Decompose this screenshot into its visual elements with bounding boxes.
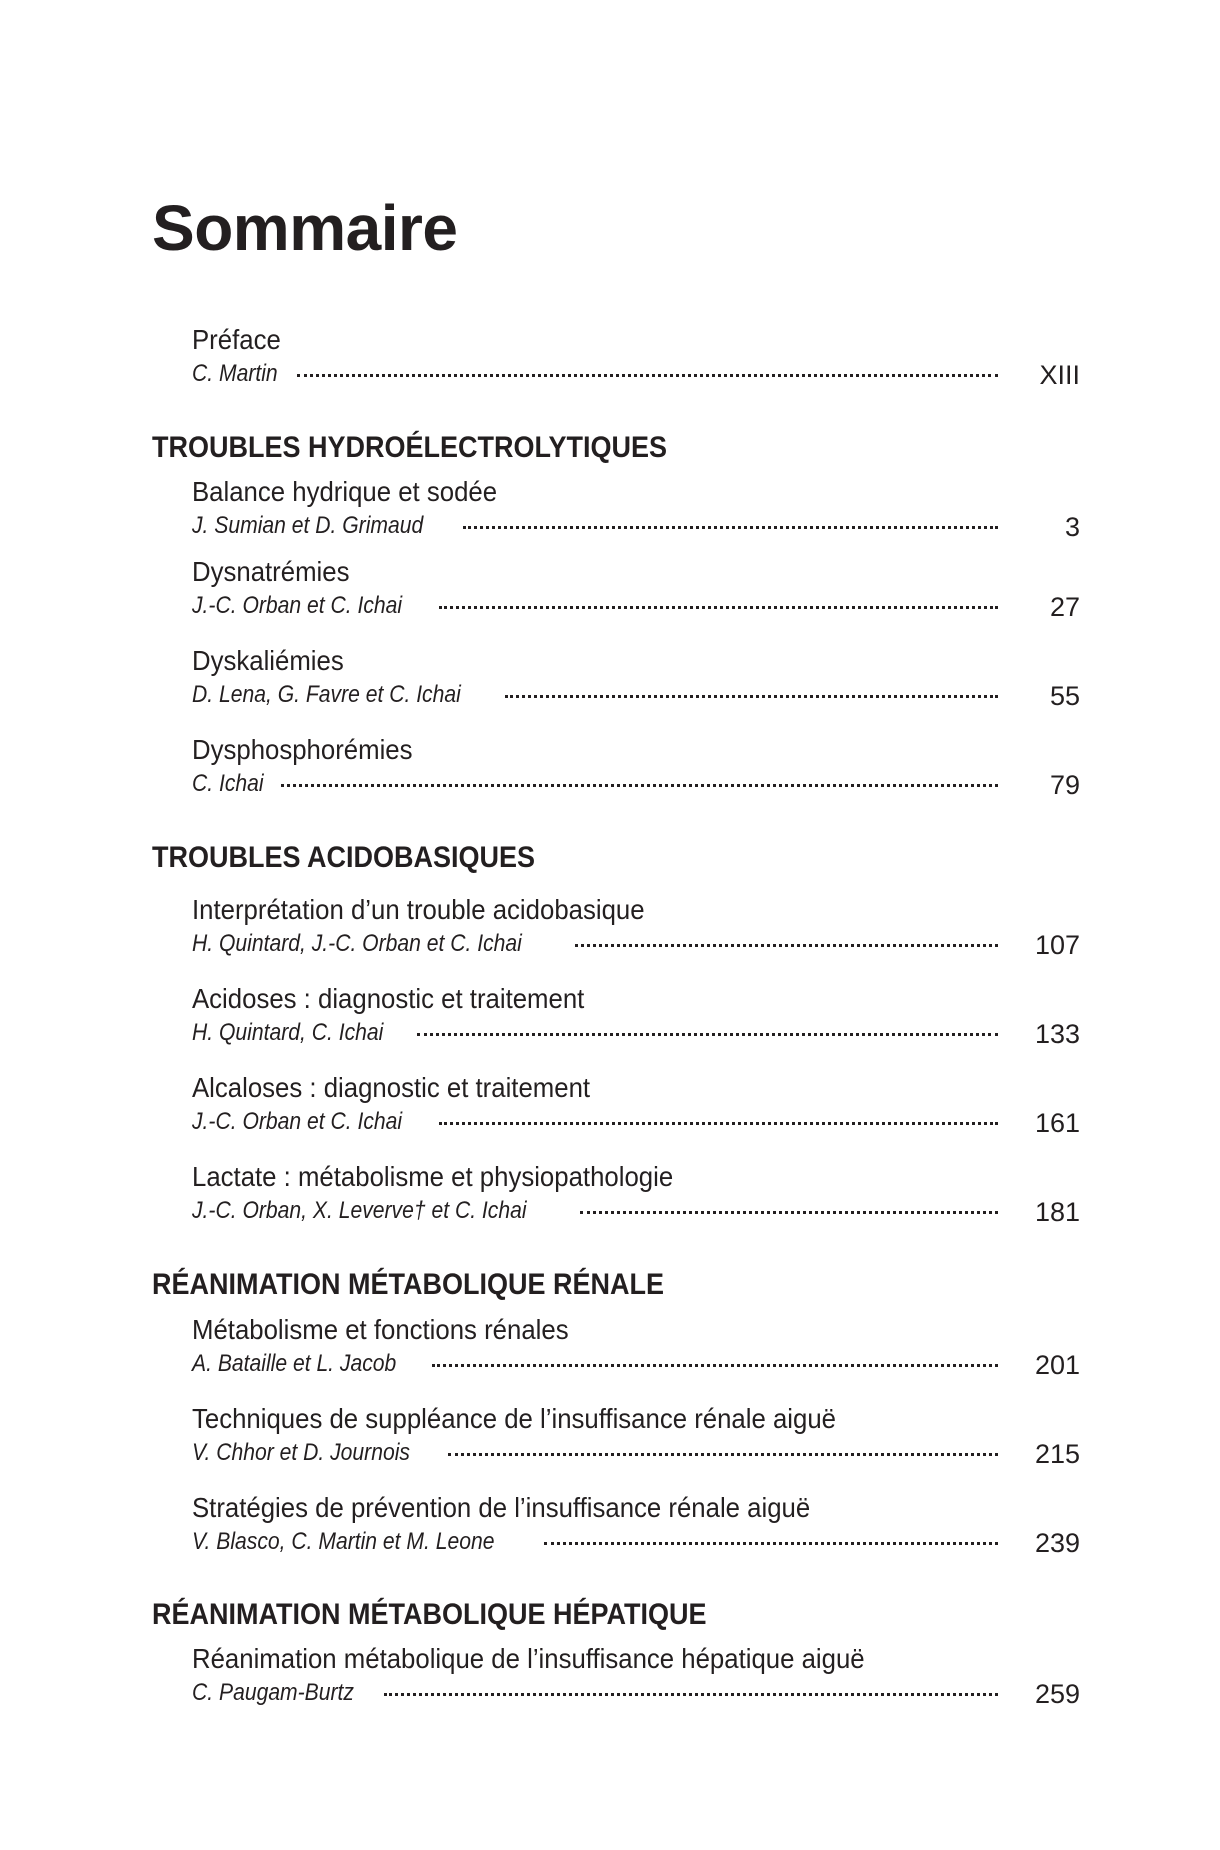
toc-entry-author: A. Bataille et L. Jacob xyxy=(192,1350,397,1377)
toc-entry-page: 215 xyxy=(1034,1439,1080,1469)
toc-entry-author: J. Sumian et D. Grimaud xyxy=(192,512,424,539)
toc-entry-title[interactable]: Techniques de suppléance de l’insuffisance rénale aiguë xyxy=(192,1403,836,1434)
dot-leader xyxy=(297,374,998,377)
dot-leader xyxy=(439,606,998,609)
toc-entry-page: 161 xyxy=(1034,1108,1080,1138)
toc-entry-author: V. Chhor et D. Journois xyxy=(192,1439,410,1466)
toc-entry-title[interactable]: Dysphosphorémies xyxy=(192,734,413,765)
section-heading: TROUBLES HYDROÉLECTROLYTIQUES xyxy=(152,431,668,464)
toc-entry-author: J.-C. Orban et C. Ichai xyxy=(192,592,403,619)
toc-entry-title[interactable]: Stratégies de prévention de l’insuffisance rénale aiguë xyxy=(192,1492,811,1523)
toc-entry-title[interactable]: Balance hydrique et sodée xyxy=(192,476,498,507)
toc-entry-page: XIII xyxy=(1039,360,1080,390)
dot-leader xyxy=(575,944,998,947)
toc-entry-title[interactable]: Lactate : métabolisme et physiopathologie xyxy=(192,1161,674,1192)
toc-entry-page: 201 xyxy=(1034,1350,1080,1380)
dot-leader xyxy=(432,1364,998,1367)
dot-leader xyxy=(448,1453,998,1456)
toc-entry-page: 79 xyxy=(1049,770,1080,800)
toc-entry-page: 239 xyxy=(1034,1528,1080,1558)
dot-leader xyxy=(580,1211,998,1214)
section-heading: RÉANIMATION MÉTABOLIQUE HÉPATIQUE xyxy=(152,1598,707,1631)
toc-entry-title[interactable]: Préface xyxy=(192,324,281,355)
toc-entry-page: 181 xyxy=(1034,1197,1080,1227)
toc-entry-title[interactable]: Métabolisme et fonctions rénales xyxy=(192,1314,569,1345)
toc-entry-line[interactable] xyxy=(192,1530,1080,1560)
toc-entry-line[interactable] xyxy=(192,362,1080,392)
toc-entry-title[interactable]: Réanimation métabolique de l’insuffisance hépatique aiguë xyxy=(192,1643,865,1674)
toc-entry-line[interactable] xyxy=(192,594,1080,624)
toc-entry-line[interactable] xyxy=(192,1199,1080,1229)
dot-leader xyxy=(439,1122,998,1125)
toc-entry-title[interactable]: Acidoses : diagnostic et traitement xyxy=(192,983,585,1014)
toc-entry-author: J.-C. Orban, X. Leverve† et C. Ichai xyxy=(192,1197,527,1224)
toc-entry-page: 107 xyxy=(1034,930,1080,960)
section-heading: TROUBLES ACIDOBASIQUES xyxy=(152,841,536,874)
toc-entry-line[interactable] xyxy=(192,1441,1080,1471)
toc-entry-page: 259 xyxy=(1034,1679,1080,1709)
toc-entry-page: 27 xyxy=(1049,592,1080,622)
toc-entry-author: J.-C. Orban et C. Ichai xyxy=(192,1108,403,1135)
toc-entry-author: H. Quintard, J.-C. Orban et C. Ichai xyxy=(192,930,522,957)
toc-entry-line[interactable] xyxy=(192,1110,1080,1140)
toc-entry-line[interactable] xyxy=(192,1021,1080,1051)
toc-entry-line[interactable] xyxy=(192,683,1080,713)
dot-leader xyxy=(463,526,998,529)
toc-entry-title[interactable]: Alcaloses : diagnostic et traitement xyxy=(192,1072,591,1103)
dot-leader xyxy=(384,1693,998,1696)
dot-leader xyxy=(281,784,998,787)
toc-entry-author: C. Paugam-Burtz xyxy=(192,1679,354,1706)
toc-entry-page: 55 xyxy=(1049,681,1080,711)
toc-entry-line[interactable] xyxy=(192,514,1080,544)
toc-entry-author: C. Martin xyxy=(192,360,278,387)
toc-entry-title[interactable]: Dysnatrémies xyxy=(192,556,350,587)
toc-entry-author: D. Lena, G. Favre et C. Ichai xyxy=(192,681,461,708)
toc-entry-title[interactable]: Interprétation d’un trouble acidobasique xyxy=(192,894,645,925)
dot-leader xyxy=(544,1542,998,1545)
toc-entry-line[interactable] xyxy=(192,932,1080,962)
toc-entry-author: V. Blasco, C. Martin et M. Leone xyxy=(192,1528,495,1555)
page-title: Sommaire xyxy=(152,192,458,264)
toc-entry-author: C. Ichai xyxy=(192,770,264,797)
dot-leader xyxy=(417,1033,998,1036)
toc-entry-line[interactable] xyxy=(192,1352,1080,1382)
dot-leader xyxy=(505,695,998,698)
toc-entry-page: 133 xyxy=(1034,1019,1080,1049)
toc-entry-line[interactable] xyxy=(192,772,1080,802)
toc-entry-title[interactable]: Dyskaliémies xyxy=(192,645,344,676)
toc-entry-page: 3 xyxy=(1064,512,1080,542)
section-heading: RÉANIMATION MÉTABOLIQUE RÉNALE xyxy=(152,1268,664,1301)
toc-entry-author: H. Quintard, C. Ichai xyxy=(192,1019,384,1046)
toc-entry-line[interactable] xyxy=(192,1681,1080,1711)
